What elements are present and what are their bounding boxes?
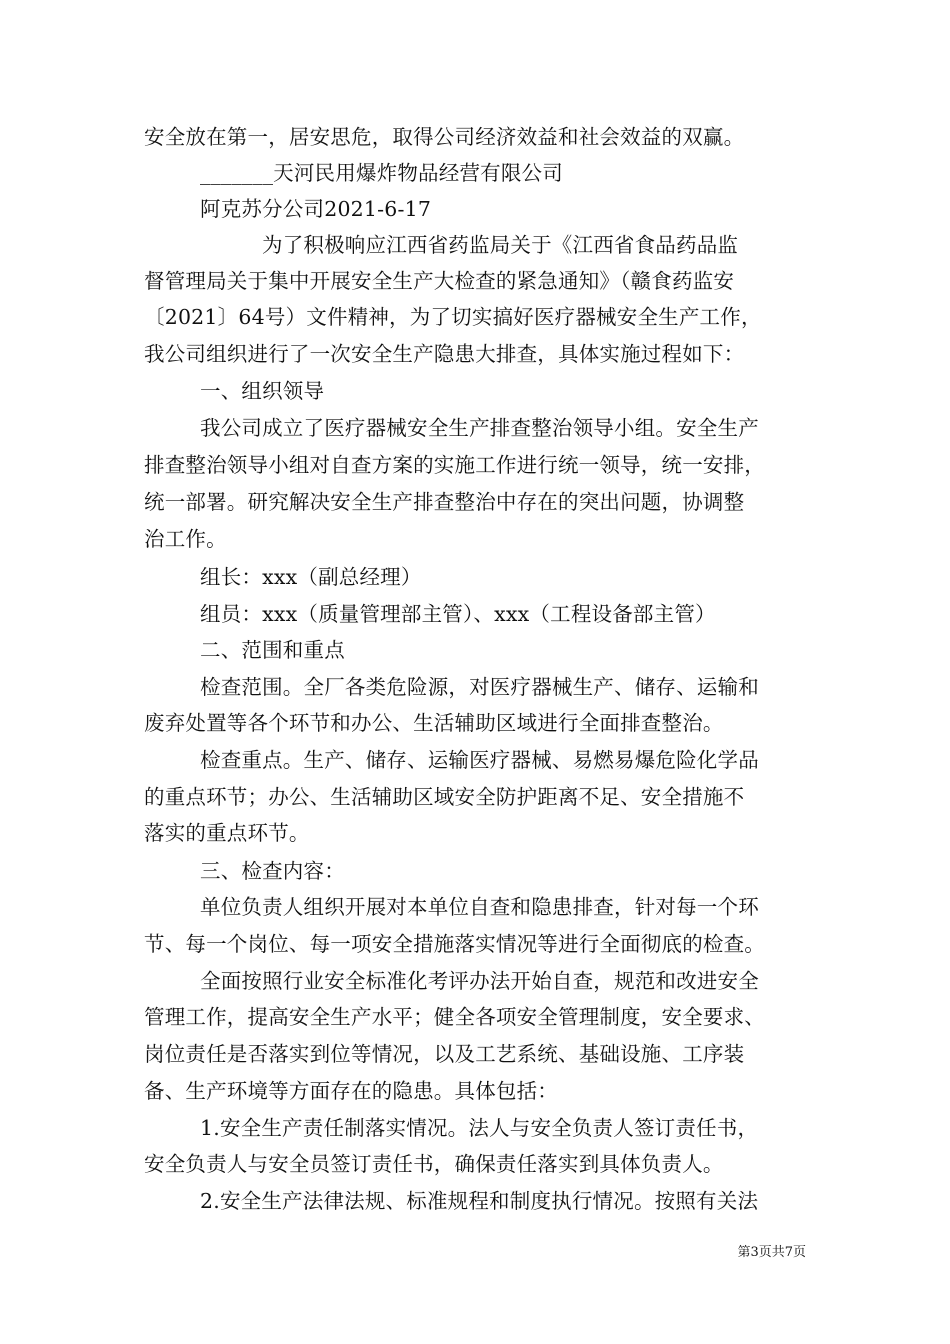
text-line: 排查整治领导小组对自查方案的实施工作进行统一领导，统一安排， <box>144 453 765 477</box>
text-line: 〔2021〕64号）文件精神，为了切实搞好医疗器械安全生产工作， <box>144 305 762 329</box>
text-line: 节、每一个岗位、每一项安全措施落实情况等进行全面彻底的检查。 <box>144 932 765 956</box>
text-line: 备、生产环境等方面存在的隐患。具体包括： <box>144 1079 558 1103</box>
text-line: 我公司组织进行了一次安全生产隐患大排查，具体实施过程如下： <box>144 342 745 366</box>
text-line: 管理工作，提高安全生产水平；健全各项安全管理制度，安全要求、 <box>144 1005 765 1029</box>
text-line: 检查范围。全厂各类危险源，对医疗器械生产、储存、运输和 <box>200 675 759 699</box>
text-line: 治工作。 <box>144 527 227 551</box>
page-number: 第3页共7页 <box>737 1245 806 1260</box>
text-line: 单位负责人组织开展对本单位自查和隐患排查，针对每一个环 <box>200 895 759 919</box>
section-heading: 三、检查内容： <box>200 859 345 883</box>
text-line: 全面按照行业安全标准化考评办法开始自查，规范和改进安全 <box>200 969 759 993</box>
text-line: _______天河民用爆炸物品经营有限公司 <box>200 161 563 185</box>
section-heading: 一、组织领导 <box>200 379 325 403</box>
text-line: 落实的重点环节。 <box>144 821 310 845</box>
text-line: 岗位责任是否落实到位等情况，以及工艺系统、基础设施、工序装 <box>144 1042 745 1066</box>
text-line: 检查重点。生产、储存、运输医疗器械、易燃易爆危险化学品 <box>200 748 759 772</box>
text-line: 的重点环节；办公、生活辅助区域安全防护距离不足、安全措施不 <box>144 785 745 809</box>
text-line: 组员：xxx（质量管理部主管）、xxx（工程设备部主管） <box>200 602 716 626</box>
text-line: 安全负责人与安全员签订责任书，确保责任落实到具体负责人。 <box>144 1152 724 1176</box>
text-line: 为了积极响应江西省药监局关于《江西省食品药品监 <box>262 233 739 257</box>
text-line: 组长：xxx（副总经理） <box>200 565 422 589</box>
text-line: 2.安全生产法律法规、标准规程和制度执行情况。按照有关法 <box>200 1189 759 1213</box>
text-line: 督管理局关于集中开展安全生产大检查的紧急通知》（赣食药监安 <box>144 269 735 293</box>
text-line: 统一部署。研究解决安全生产排查整治中存在的突出问题，协调整 <box>144 490 745 514</box>
section-heading: 二、范围和重点 <box>200 638 345 662</box>
text-line: 我公司成立了医疗器械安全生产排查整治领导小组。安全生产 <box>200 416 759 440</box>
text-line: 1.安全生产责任制落实情况。法人与安全负责人签订责任书， <box>200 1116 759 1140</box>
text-line: 安全放在第一，居安思危，取得公司经济效益和社会效益的双赢。 <box>144 125 745 149</box>
text-line: 阿克苏分公司2021-6-17 <box>200 197 432 221</box>
text-line: 废弃处置等各个环节和办公、生活辅助区域进行全面排查整治。 <box>144 711 724 735</box>
